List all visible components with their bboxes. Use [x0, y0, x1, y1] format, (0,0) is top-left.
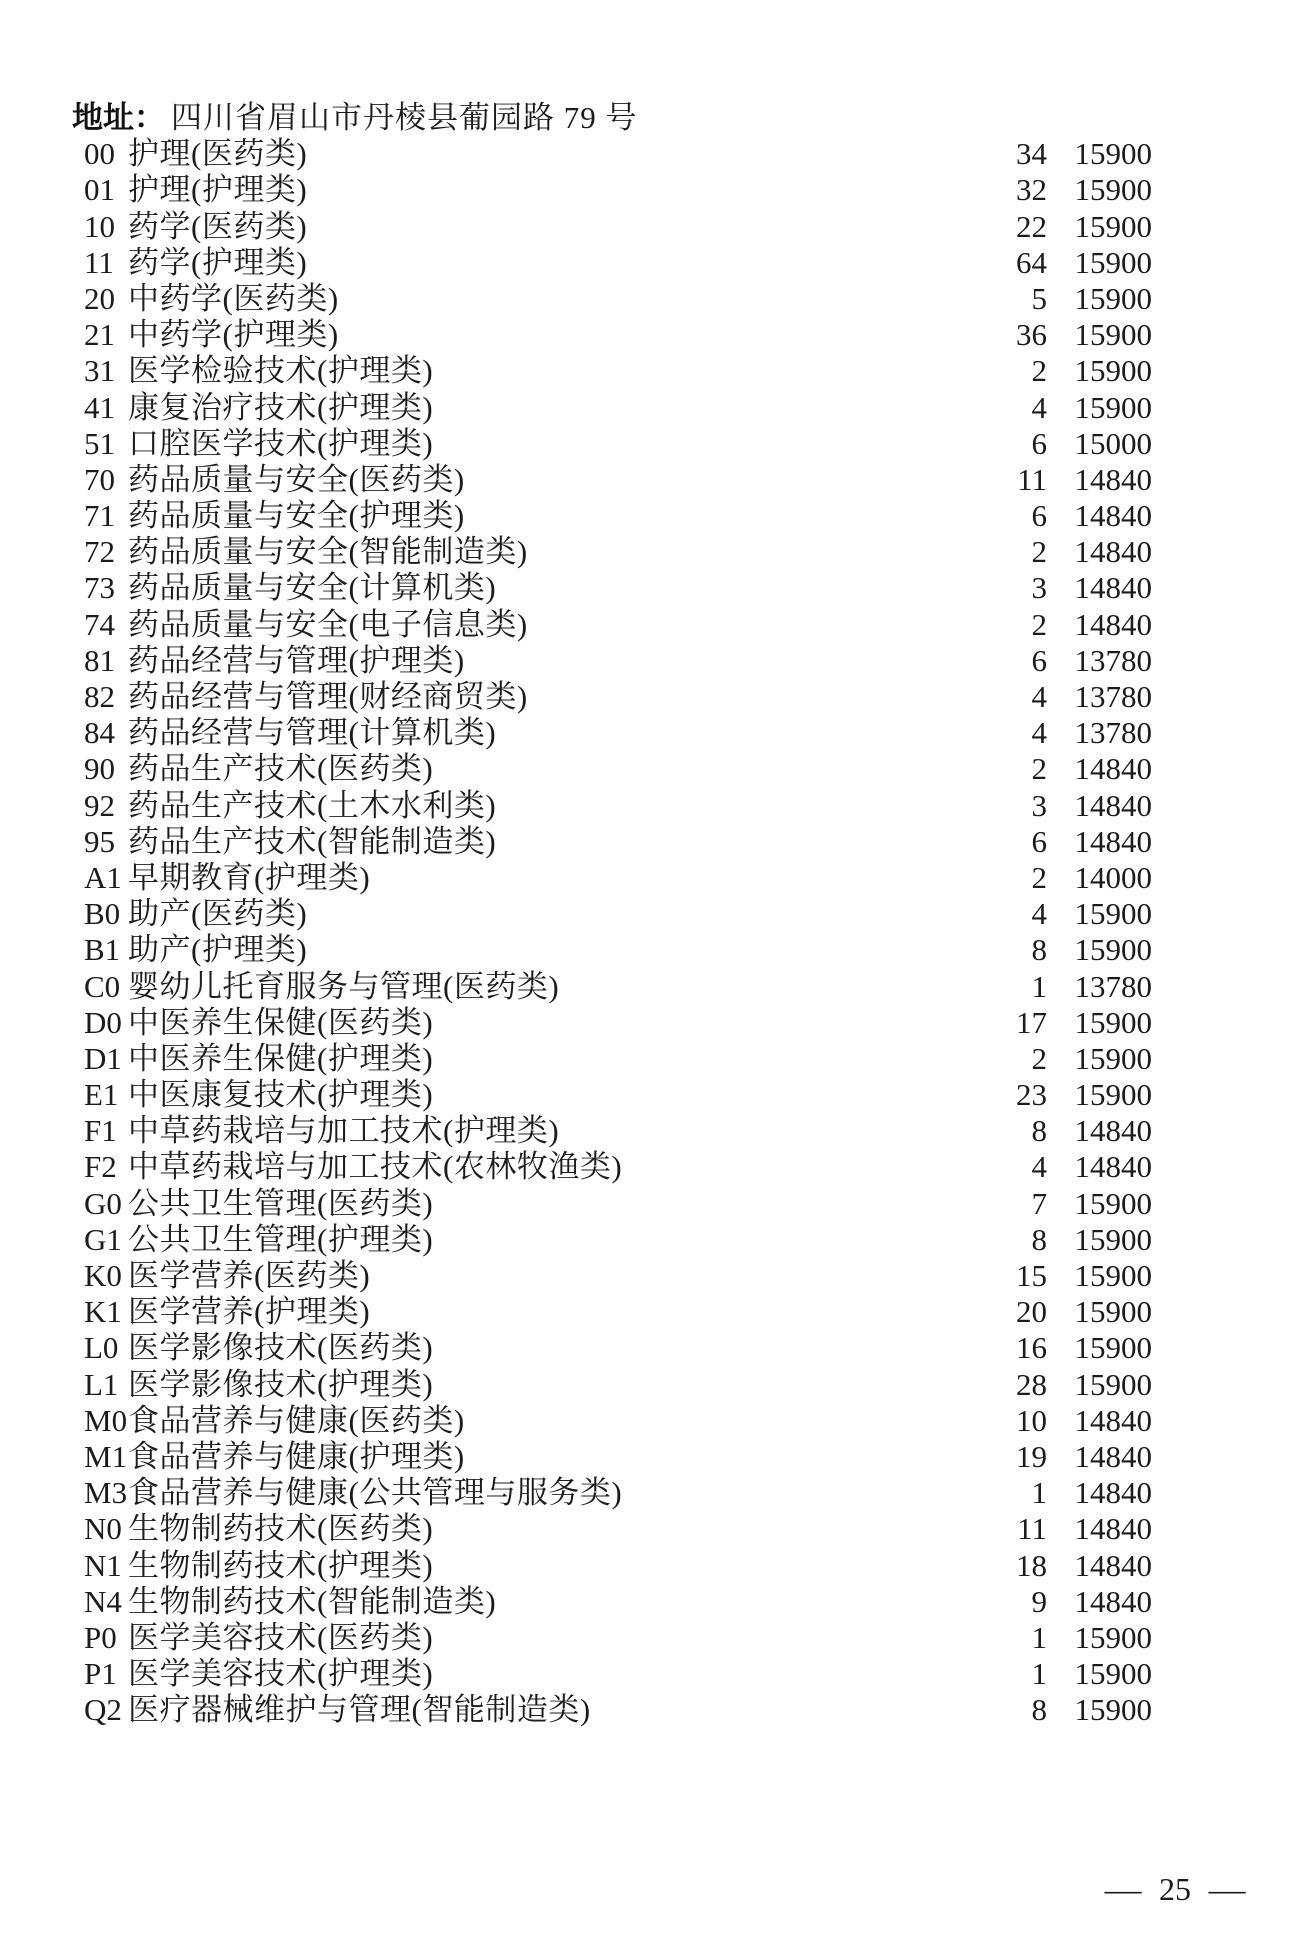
plan-count: 1 [1031, 1656, 1047, 1692]
program-code: C0 [84, 968, 121, 1004]
program-code: N1 [84, 1547, 122, 1583]
program-name: 药品质量与安全(护理类) [128, 498, 465, 534]
program-name: 早期教育(护理类) [128, 859, 371, 895]
plan-count: 4 [1031, 896, 1047, 932]
program-code: 71 [84, 498, 115, 534]
plan-count: 3 [1031, 570, 1047, 606]
program-name: 公共卫生管理(护理类) [128, 1221, 434, 1257]
program-code: G0 [84, 1185, 122, 1221]
plan-count: 4 [1031, 389, 1047, 425]
tuition-fee: 15900 [1074, 353, 1152, 389]
program-name: 食品营养与健康(公共管理与服务类) [128, 1475, 623, 1511]
table-row [0, 245, 1292, 281]
tuition-fee: 15900 [1074, 1258, 1152, 1293]
program-name: 医学影像技术(医药类) [128, 1330, 434, 1366]
table-row [0, 932, 1292, 968]
table-row [0, 679, 1292, 715]
program-name: 生物制药技术(护理类) [128, 1547, 434, 1583]
program-name: 中草药栽培与加工技术(护理类) [128, 1113, 560, 1149]
program-code: G1 [84, 1221, 122, 1257]
tuition-fee: 14840 [1074, 751, 1152, 787]
table-row [0, 172, 1292, 208]
plan-count: 1 [1031, 1475, 1047, 1511]
program-name: 医学检验技术(护理类) [128, 353, 434, 389]
table-row [0, 1511, 1292, 1547]
plan-count: 6 [1031, 498, 1047, 534]
plan-count: 3 [1031, 787, 1047, 823]
tuition-fee: 15900 [1074, 172, 1152, 208]
tuition-fee: 14840 [1074, 534, 1152, 570]
tuition-fee: 14840 [1074, 1547, 1152, 1583]
table-row [0, 1367, 1292, 1403]
table-row [0, 1656, 1292, 1692]
plan-count: 4 [1031, 715, 1047, 751]
program-code: 41 [84, 389, 115, 425]
plan-count: 20 [1016, 1294, 1047, 1330]
tuition-fee: 13780 [1074, 715, 1152, 751]
table-row [0, 896, 1292, 932]
address-line [72, 100, 1292, 136]
tuition-fee: 15900 [1074, 136, 1152, 172]
program-name: 护理(护理类) [128, 172, 308, 208]
program-code: N4 [84, 1583, 122, 1619]
plan-count: 4 [1031, 679, 1047, 714]
table-row [0, 1005, 1292, 1041]
program-code: M3 [84, 1475, 128, 1511]
program-name: 药品质量与安全(计算机类) [128, 570, 497, 606]
program-code: F2 [84, 1149, 117, 1185]
table-row [0, 1077, 1292, 1113]
plan-count: 23 [1016, 1077, 1047, 1113]
program-code: E1 [84, 1077, 119, 1113]
tuition-fee: 15900 [1074, 1040, 1152, 1076]
program-name: 食品营养与健康(医药类) [128, 1402, 465, 1438]
table-row [0, 1258, 1292, 1294]
table-row [0, 643, 1292, 679]
program-code: F1 [84, 1113, 117, 1149]
table-row [0, 426, 1292, 462]
plan-count: 17 [1016, 1004, 1047, 1040]
program-name: 药学(医药类) [128, 208, 308, 244]
program-code: 74 [84, 606, 115, 642]
program-name: 中草药栽培与加工技术(农林牧渔类) [128, 1149, 623, 1185]
table-row [0, 860, 1292, 896]
table-row [0, 1294, 1292, 1330]
plan-count: 8 [1031, 1221, 1047, 1257]
tuition-fee: 15900 [1074, 317, 1152, 353]
table-row [0, 1620, 1292, 1656]
program-code: 73 [84, 570, 115, 606]
tuition-fee: 15900 [1074, 896, 1152, 932]
plan-count: 15 [1016, 1258, 1047, 1293]
program-code: N0 [84, 1511, 122, 1547]
table-row [0, 353, 1292, 389]
tuition-fee: 15900 [1074, 208, 1152, 244]
table-row [0, 462, 1292, 498]
program-name: 医学影像技术(护理类) [128, 1366, 434, 1402]
program-name: 生物制药技术(医药类) [128, 1511, 434, 1547]
program-table [0, 136, 1292, 1728]
plan-count: 2 [1031, 1040, 1047, 1076]
program-code: 10 [84, 208, 115, 244]
program-name: 中药学(护理类) [128, 317, 339, 353]
tuition-fee: 13780 [1074, 642, 1152, 678]
program-code: B0 [84, 896, 121, 932]
program-name: 婴幼儿托育服务与管理(医药类) [128, 968, 560, 1004]
program-name: 中药学(医药类) [128, 280, 339, 316]
program-code: 31 [84, 353, 115, 389]
plan-count: 11 [1017, 1511, 1047, 1547]
program-code: L1 [84, 1366, 119, 1402]
plan-count: 5 [1031, 280, 1047, 316]
program-name: 药品经营与管理(计算机类) [128, 715, 497, 751]
table-row [0, 788, 1292, 824]
tuition-fee: 15900 [1074, 1330, 1152, 1366]
program-code: 90 [84, 751, 115, 787]
plan-count: 2 [1031, 859, 1047, 895]
table-row [0, 1584, 1292, 1620]
tuition-fee: 14000 [1074, 859, 1152, 895]
table-row [0, 1113, 1292, 1149]
tuition-fee: 15900 [1074, 1077, 1152, 1113]
program-code: P1 [84, 1656, 117, 1692]
program-code: M1 [84, 1438, 128, 1474]
program-code: 21 [84, 317, 115, 353]
plan-count: 1 [1031, 968, 1047, 1004]
plan-count: 36 [1016, 317, 1047, 353]
plan-count: 8 [1031, 1113, 1047, 1149]
plan-count: 2 [1031, 353, 1047, 389]
plan-count: 16 [1016, 1330, 1047, 1366]
plan-count: 18 [1016, 1547, 1047, 1583]
program-name: 药品经营与管理(财经商贸类) [128, 679, 528, 714]
table-row [0, 136, 1292, 172]
table-row [0, 390, 1292, 426]
program-name: 食品营养与健康(护理类) [128, 1438, 465, 1474]
tuition-fee: 15900 [1074, 1619, 1152, 1655]
page-footer [1104, 1871, 1246, 1907]
table-row [0, 1475, 1292, 1511]
tuition-fee: 13780 [1074, 679, 1152, 714]
program-code: K1 [84, 1294, 122, 1330]
program-name: 药品生产技术(医药类) [128, 751, 434, 787]
plan-count: 8 [1031, 1692, 1047, 1728]
program-name: 公共卫生管理(医药类) [128, 1185, 434, 1221]
plan-count: 22 [1016, 208, 1047, 244]
table-row [0, 498, 1292, 534]
tuition-fee: 14840 [1074, 823, 1152, 859]
tuition-fee: 14840 [1074, 1149, 1152, 1185]
program-name: 药品经营与管理(护理类) [128, 642, 465, 678]
program-code: 95 [84, 823, 115, 859]
table-row [0, 751, 1292, 787]
program-name: 助产(护理类) [128, 932, 308, 968]
tuition-fee: 14840 [1074, 1583, 1152, 1619]
program-name: 药品生产技术(智能制造类) [128, 823, 497, 859]
program-code: 92 [84, 787, 115, 823]
program-code: 84 [84, 715, 115, 751]
tuition-fee: 15900 [1074, 1692, 1152, 1728]
program-code: 70 [84, 461, 115, 497]
program-name: 医学美容技术(护理类) [128, 1656, 434, 1692]
plan-count: 9 [1031, 1583, 1047, 1619]
tuition-fee: 14840 [1074, 606, 1152, 642]
program-name: 药品生产技术(土木水利类) [128, 787, 497, 823]
program-code: 82 [84, 679, 115, 714]
program-code: 72 [84, 534, 115, 570]
plan-count: 19 [1016, 1438, 1047, 1474]
table-row [0, 1330, 1292, 1366]
table-row [0, 1041, 1292, 1077]
plan-count: 34 [1016, 136, 1047, 172]
program-code: D1 [84, 1040, 122, 1076]
table-row [0, 1222, 1292, 1258]
program-name: 助产(医药类) [128, 896, 308, 932]
program-name: 中医养生保健(护理类) [128, 1040, 434, 1076]
tuition-fee: 14840 [1074, 1438, 1152, 1474]
address-label: 地址： [72, 100, 165, 135]
plan-count: 6 [1031, 425, 1047, 461]
plan-count: 8 [1031, 932, 1047, 968]
address-value: 四川省眉山市丹棱县葡园路 79 号 [171, 100, 638, 135]
table-row [0, 1403, 1292, 1439]
program-code: 51 [84, 425, 115, 461]
program-name: 生物制药技术(智能制造类) [128, 1583, 497, 1619]
program-code: 01 [84, 172, 115, 208]
plan-count: 6 [1031, 642, 1047, 678]
program-name: 护理(医药类) [128, 136, 308, 172]
program-name: 中医康复技术(护理类) [128, 1077, 434, 1113]
page-number: 25 [1159, 1871, 1191, 1907]
tuition-fee: 13780 [1074, 968, 1152, 1004]
tuition-fee: 15900 [1074, 932, 1152, 968]
plan-count: 28 [1016, 1366, 1047, 1402]
program-name: 康复治疗技术(护理类) [128, 389, 434, 425]
plan-count: 4 [1031, 1149, 1047, 1185]
plan-count: 2 [1031, 534, 1047, 570]
tuition-fee: 14840 [1074, 1511, 1152, 1547]
program-code: 20 [84, 280, 115, 316]
program-name: 中医养生保健(医药类) [128, 1004, 434, 1040]
program-name: 药品质量与安全(电子信息类) [128, 606, 528, 642]
program-code: L0 [84, 1330, 119, 1366]
program-code: 00 [84, 136, 115, 172]
tuition-fee: 15900 [1074, 1221, 1152, 1257]
program-code: K0 [84, 1258, 122, 1293]
program-name: 药品质量与安全(智能制造类) [128, 534, 528, 570]
table-row [0, 607, 1292, 643]
table-row [0, 281, 1292, 317]
program-name: 医疗器械维护与管理(智能制造类) [128, 1692, 591, 1728]
table-row [0, 969, 1292, 1005]
program-code: 11 [84, 244, 114, 280]
program-code: D0 [84, 1004, 122, 1040]
tuition-fee: 15000 [1074, 425, 1152, 461]
tuition-fee: 15900 [1074, 1185, 1152, 1221]
plan-count: 11 [1017, 461, 1047, 497]
footer-right-dash: — [1208, 1871, 1246, 1907]
plan-count: 7 [1031, 1185, 1047, 1221]
plan-count: 2 [1031, 606, 1047, 642]
plan-count: 6 [1031, 823, 1047, 859]
program-code: 81 [84, 642, 115, 678]
tuition-fee: 15900 [1074, 1004, 1152, 1040]
table-row [0, 1149, 1292, 1185]
table-row [0, 824, 1292, 860]
footer-left-dash: — [1104, 1871, 1142, 1907]
tuition-fee: 14840 [1074, 1475, 1152, 1511]
program-code: B1 [84, 932, 121, 968]
program-name: 药品质量与安全(医药类) [128, 461, 465, 497]
table-row [0, 1186, 1292, 1222]
plan-count: 32 [1016, 172, 1047, 208]
program-code: P0 [84, 1619, 117, 1655]
tuition-fee: 15900 [1074, 1294, 1152, 1330]
table-row [0, 1548, 1292, 1584]
program-name: 口腔医学技术(护理类) [128, 425, 434, 461]
program-name: 医学营养(医药类) [128, 1258, 371, 1293]
tuition-fee: 14840 [1074, 570, 1152, 606]
tuition-fee: 15900 [1074, 389, 1152, 425]
tuition-fee: 14840 [1074, 461, 1152, 497]
tuition-fee: 14840 [1074, 1402, 1152, 1438]
table-row [0, 1692, 1292, 1728]
tuition-fee: 14840 [1074, 1113, 1152, 1149]
tuition-fee: 14840 [1074, 787, 1152, 823]
program-name: 医学营养(护理类) [128, 1294, 371, 1330]
table-row [0, 570, 1292, 606]
table-row [0, 209, 1292, 245]
tuition-fee: 15900 [1074, 1366, 1152, 1402]
table-row [0, 534, 1292, 570]
tuition-fee: 15900 [1074, 1656, 1152, 1692]
tuition-fee: 15900 [1074, 244, 1152, 280]
table-row [0, 1439, 1292, 1475]
program-code: Q2 [84, 1692, 122, 1728]
plan-count: 10 [1016, 1402, 1047, 1438]
table-row [0, 317, 1292, 353]
tuition-fee: 15900 [1074, 280, 1152, 316]
plan-count: 64 [1016, 244, 1047, 280]
program-name: 医学美容技术(医药类) [128, 1619, 434, 1655]
table-row [0, 715, 1292, 751]
tuition-fee: 14840 [1074, 498, 1152, 534]
program-name: 药学(护理类) [128, 244, 308, 280]
plan-count: 2 [1031, 751, 1047, 787]
plan-count: 1 [1031, 1619, 1047, 1655]
program-code: M0 [84, 1402, 128, 1438]
program-code: A1 [84, 859, 122, 895]
